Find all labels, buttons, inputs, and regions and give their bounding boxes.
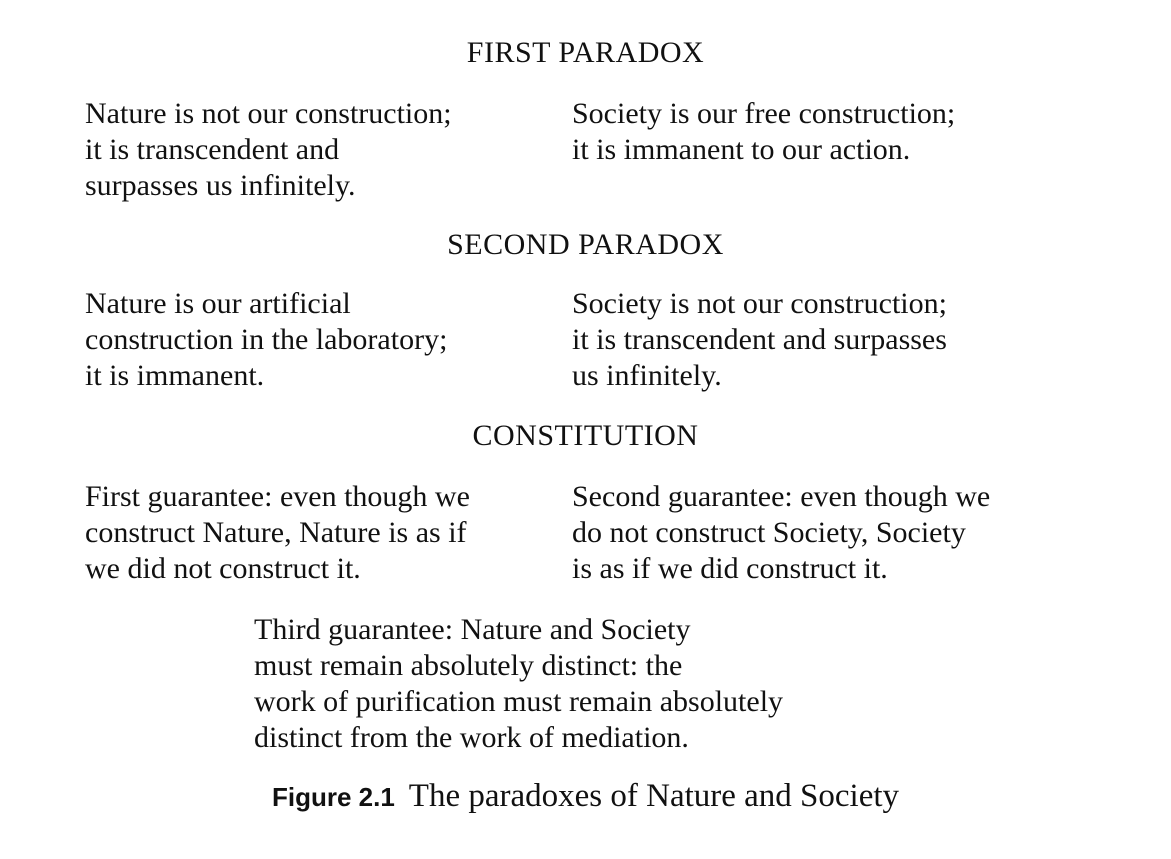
second-paradox-heading: SECOND PARADOX [447, 228, 724, 261]
second-paradox-nature-text [85, 286, 447, 394]
third-guarantee-text [254, 612, 783, 756]
first-paradox-nature-text [85, 96, 452, 204]
text-line: Nature is not our construction; [85, 97, 452, 130]
text-line: work of purification must remain absolutely [254, 685, 784, 718]
text-line: it is transcendent and surpasses [572, 323, 947, 356]
second-paradox-society-text [572, 286, 947, 394]
text-line: it is transcendent and [85, 133, 340, 166]
text-line: construct Nature, Nature is as if [85, 516, 467, 549]
text-line: must remain absolutely distinct: the [254, 649, 683, 682]
first-paradox-heading: FIRST PARADOX [466, 36, 705, 69]
text-line: Society is our free construction; [572, 97, 956, 130]
text-line: it is immanent to our action. [572, 133, 911, 166]
text-line: First guarantee: even though we [85, 480, 470, 513]
text-line: it is immanent. [85, 359, 265, 392]
first-guarantee-text [85, 479, 470, 587]
figure-number: Figure 2.1 [271, 782, 395, 812]
text-line: surpasses us infinitely. [85, 169, 356, 202]
text-line: Society is not our construction; [572, 287, 947, 320]
text-line: we did not construct it. [85, 552, 361, 585]
first-paradox-society-text [572, 96, 955, 168]
text-line: do not construct Society, Society [572, 516, 966, 549]
text-line: is as if we did construct it. [572, 552, 888, 585]
text-line: Second guarantee: even though we [572, 480, 991, 513]
constitution-heading: CONSTITUTION [472, 419, 699, 452]
text-line: us infinitely. [572, 359, 722, 392]
text-line: construction in the laboratory; [85, 323, 448, 356]
second-guarantee-text [572, 479, 990, 587]
figure-title: The paradoxes of Nature and Society [408, 778, 900, 814]
text-line: Third guarantee: Nature and Society [254, 613, 691, 646]
figure-caption [0, 776, 1171, 822]
text-line: Nature is our artificial [85, 287, 351, 320]
text-line: distinct from the work of mediation. [254, 721, 689, 754]
